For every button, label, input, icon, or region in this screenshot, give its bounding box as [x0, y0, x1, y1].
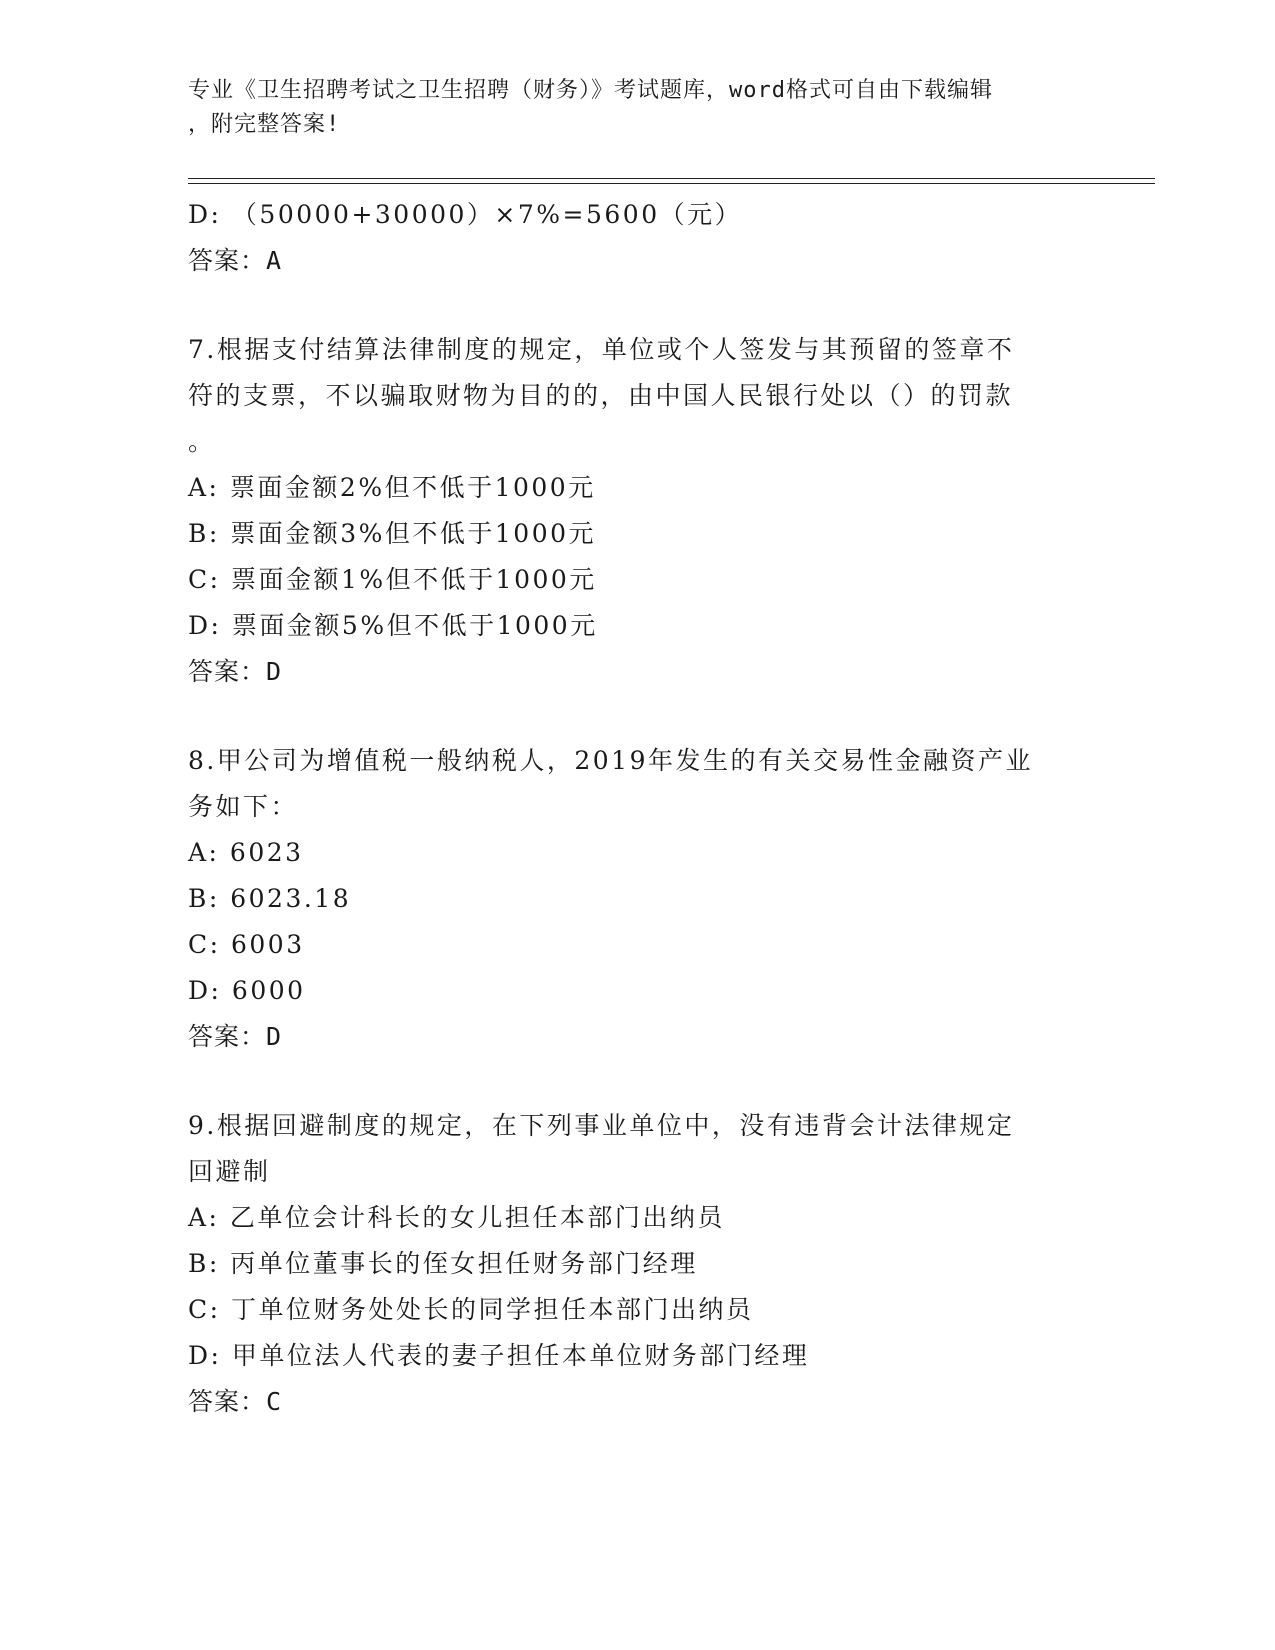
- option-d: D: 票面金额5%但不低于1000元: [188, 611, 598, 640]
- option-a: A: 乙单位会计科长的女儿担任本部门出纳员: [188, 1203, 725, 1232]
- header-divider-top: [188, 178, 1155, 179]
- option-a: A: 6023: [188, 838, 304, 867]
- question-stem-line: 。: [188, 427, 216, 456]
- question-stem-line: 符的支票，不以骗取财物为目的的，由中国人民银行处以（）的罚款: [188, 381, 1014, 410]
- option-b: B: 票面金额3%但不低于1000元: [188, 519, 597, 548]
- header-line-1: 专业《卫生招聘考试之卫生招聘（财务）》考试题库，word格式可自由下载编辑: [188, 78, 993, 103]
- document-body: [188, 192, 1068, 1425]
- option-d: D: 6000: [188, 976, 306, 1005]
- header-line-2: ，附完整答案!: [188, 112, 341, 137]
- question-stem-line: 回避制: [188, 1157, 271, 1186]
- answer-line: 答案：D: [188, 657, 283, 686]
- header-divider-bottom: [188, 183, 1155, 184]
- answer-line: 答案：C: [188, 1387, 283, 1416]
- answer-line: 答案：D: [188, 1022, 283, 1051]
- option-c: C: 6003: [188, 930, 305, 959]
- option-b: B: 丙单位董事长的侄女担任财务部门经理: [188, 1249, 698, 1278]
- question-8: [188, 738, 1068, 1060]
- option-d: D: （50000+30000）×7%=5600（元）: [188, 200, 743, 229]
- question-9: [188, 1103, 1068, 1425]
- option-b: B: 6023.18: [188, 884, 352, 913]
- option-c: C: 票面金额1%但不低于1000元: [188, 565, 597, 594]
- question-stem-line: 8.甲公司为增值税一般纳税人，2019年发生的有关交易性金融资产业: [188, 746, 1033, 775]
- document-header: [188, 74, 1068, 142]
- option-a: A: 票面金额2%但不低于1000元: [188, 473, 596, 502]
- question-stem-line: 7.根据支付结算法律制度的规定，单位或个人签发与其预留的签章不: [188, 335, 1015, 364]
- previous-question-tail: [188, 192, 1068, 284]
- option-d: D: 甲单位法人代表的妻子担任本单位财务部门经理: [188, 1341, 810, 1370]
- question-stem-line: 9.根据回避制度的规定，在下列事业单位中，没有违背会计法律规定: [188, 1111, 1015, 1140]
- option-c: C: 丁单位财务处处长的同学担任本部门出纳员: [188, 1295, 754, 1324]
- question-7: [188, 327, 1068, 695]
- answer-line: 答案：A: [188, 246, 283, 275]
- question-stem-line: 务如下：: [188, 792, 299, 821]
